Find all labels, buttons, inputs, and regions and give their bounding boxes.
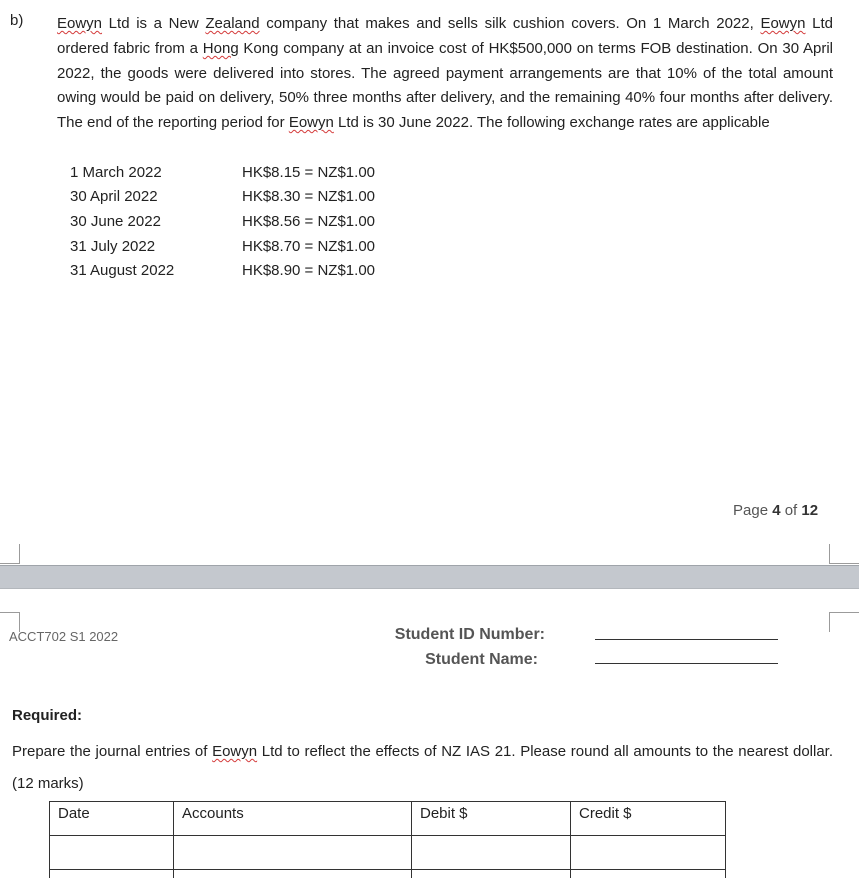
- cell-date[interactable]: [50, 870, 174, 878]
- rate-value: HK$8.56 = NZ$1.00: [242, 212, 376, 230]
- spellcheck-word: Eowyn: [760, 15, 806, 32]
- spellcheck-word: Eowyn: [212, 743, 258, 760]
- page-break-gap: [0, 565, 859, 589]
- rate-value: HK$8.70 = NZ$1.00: [242, 237, 376, 255]
- exchange-rates-list: [70, 160, 375, 283]
- student-id-label: Student ID Number:: [394, 626, 545, 643]
- rate-row: [70, 234, 375, 259]
- rate-date: 31 August 2022: [70, 262, 175, 280]
- journal-entry-table: [49, 801, 726, 878]
- table-row: [50, 836, 726, 870]
- spellcheck-word: Zealand: [205, 15, 260, 32]
- cell-accounts[interactable]: [174, 836, 412, 870]
- rate-row: [70, 160, 375, 185]
- rate-date: 31 July 2022: [70, 237, 156, 255]
- crop-mark: [0, 544, 20, 564]
- rate-row: [70, 209, 375, 234]
- student-id-field[interactable]: [595, 639, 778, 640]
- course-header: ACCT702 S1 2022: [9, 629, 119, 644]
- col-header-credit: Credit $: [571, 802, 726, 836]
- col-header-accounts: Accounts: [174, 802, 412, 836]
- cell-date[interactable]: [50, 836, 174, 870]
- rate-row: [70, 185, 375, 210]
- cell-credit[interactable]: [571, 836, 726, 870]
- spellcheck-word: Eowyn: [57, 15, 103, 32]
- rate-date: 30 April 2022: [70, 188, 158, 206]
- table-header-row: [50, 802, 726, 836]
- table-row: [50, 870, 726, 878]
- student-name-label: Student Name:: [425, 651, 538, 668]
- rate-row: [70, 258, 375, 283]
- cell-accounts[interactable]: [174, 870, 412, 878]
- required-heading: Required:: [12, 707, 83, 724]
- cell-credit[interactable]: [571, 870, 726, 878]
- student-name-field[interactable]: [595, 663, 778, 664]
- rate-date: 30 June 2022: [70, 212, 161, 230]
- crop-mark: [829, 612, 859, 632]
- rate-date: 1 March 2022: [70, 163, 162, 181]
- col-header-debit: Debit $: [412, 802, 571, 836]
- question-label: b): [10, 12, 24, 29]
- question-paragraph: Eowyn Ltd is a New Zealand company that makes and sells silk cushion covers. On 1 March 2022, Eowyn Ltd ordered fabric from a Hong Kong company at an invoice cost of HK$500,000 on terms FOB destination. On 30 April 2022, the goods were delivered into stores. The agreed payment arrangements are that 10% of the total amount owing would be paid on delivery, 50% three months after delivery, and the remaining 40% four months after delivery. The end of the reporting period for Eowyn Ltd is 30 June 2022. The following exchange rates are applicable: [57, 15, 833, 132]
- spellcheck-word: Hong: [202, 39, 239, 57]
- rate-value: HK$8.15 = NZ$1.00: [242, 163, 376, 181]
- spellcheck-word: Eowyn: [288, 114, 334, 132]
- cell-debit[interactable]: [412, 870, 571, 878]
- col-header-date: Date: [50, 802, 174, 836]
- page-number: Page 4 of 12: [733, 502, 819, 519]
- cell-debit[interactable]: [412, 836, 571, 870]
- rate-value: HK$8.30 = NZ$1.00: [242, 188, 376, 206]
- rate-value: HK$8.90 = NZ$1.00: [242, 262, 376, 280]
- required-instruction: Prepare the journal entries of Eowyn Ltd to reflect the effects of NZ IAS 21. Please round all amounts to the nearest dollar. (12 marks): [12, 743, 833, 792]
- crop-mark: [829, 544, 859, 564]
